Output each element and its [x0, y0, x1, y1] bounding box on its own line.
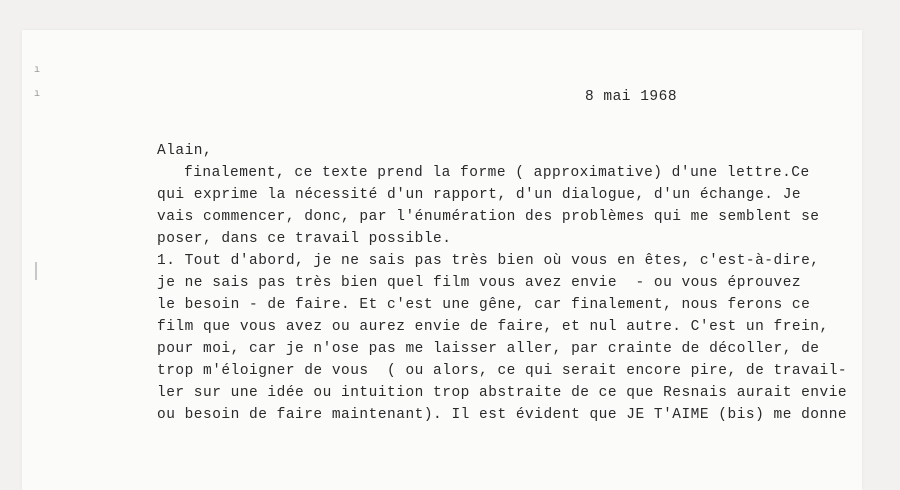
letter-line: le besoin - de faire. Et c'est une gêne, car finalement, nous ferons ce: [157, 297, 811, 313]
letter-line: trop m'éloigner de vous ( ou alors, ce qui serait encore pire, de travail-: [157, 363, 848, 379]
letter-line: qui exprime la nécessité d'un rapport, d'un dialogue, d'un échange. Je: [157, 187, 802, 203]
letter-line: je ne sais pas très bien quel film vous avez envie - ou vous éprouvez: [157, 275, 802, 291]
letter-line: pour moi, car je n'ose pas me laisser aller, par crainte de décoller, de: [157, 341, 820, 357]
letter-line: ou besoin de faire maintenant). Il est évident que JE T'AIME (bis) me donne: [157, 407, 848, 423]
letter-date: 8 mai 1968: [585, 89, 678, 105]
margin-tick: ı: [34, 89, 41, 100]
letter-line: poser, dans ce travail possible.: [157, 231, 452, 247]
letter-line: finalement, ce texte prend la forme ( approximative) d'une lettre.Ce: [184, 165, 810, 181]
margin-tick: ı: [34, 65, 41, 76]
letter-line: film que vous avez ou aurez envie de faire, et nul autre. C'est un frein,: [157, 319, 829, 335]
letter-salutation: Alain,: [157, 143, 213, 159]
letter-line: 1. Tout d'abord, je ne sais pas très bien où vous en êtes, c'est-à-dire,: [157, 253, 820, 269]
letter-line: ler sur une idée ou intuition trop abstraite de ce que Resnais aurait envie: [157, 385, 848, 401]
letter-line: vais commencer, donc, par l'énumération des problèmes qui me semblent se: [157, 209, 820, 225]
